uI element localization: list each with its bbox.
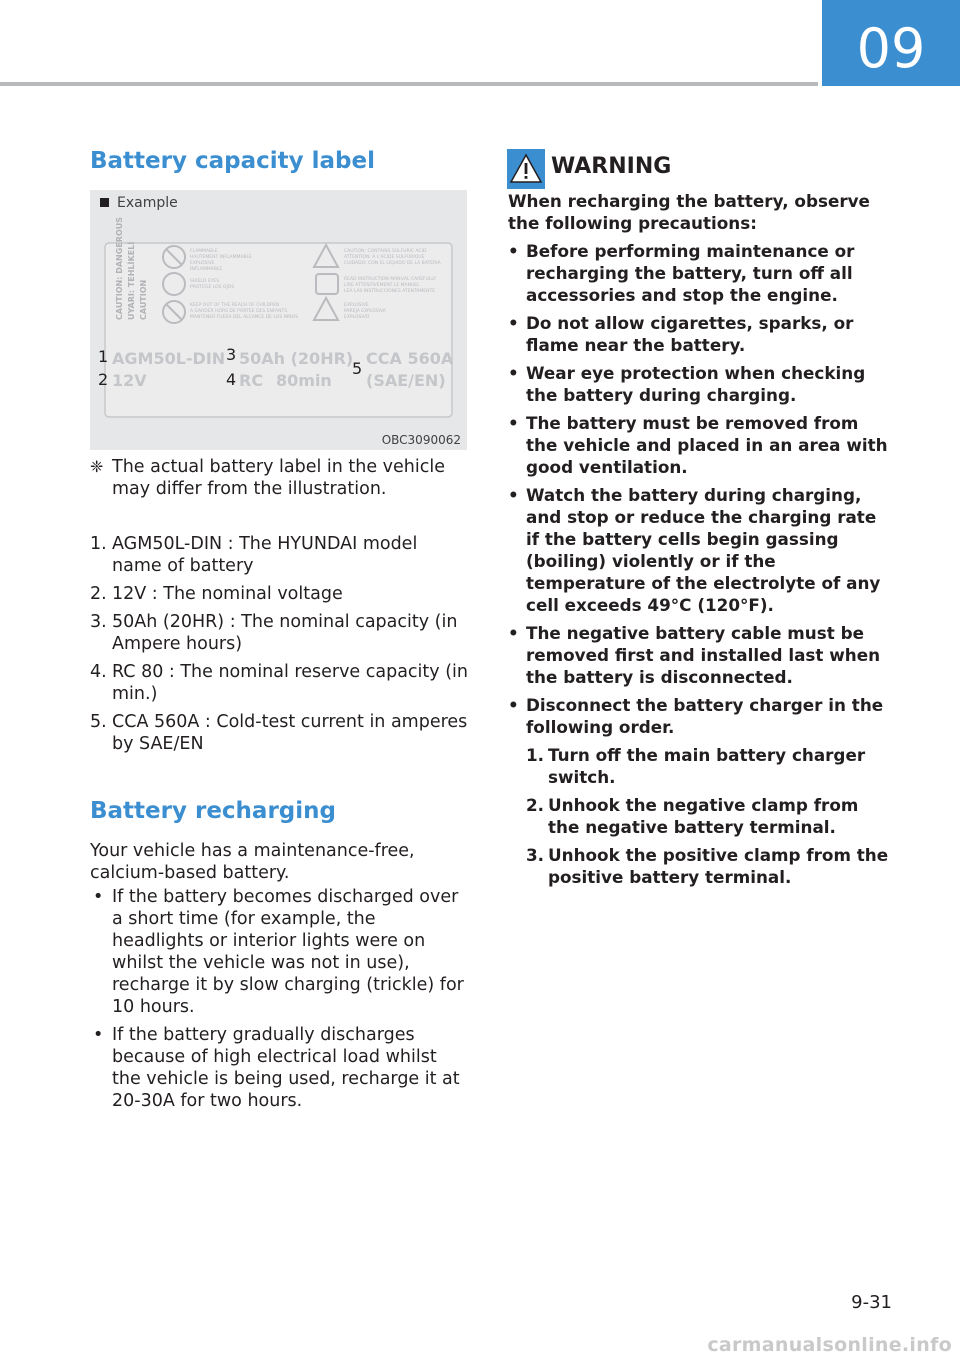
list-item: 1. Turn off the main battery charger switch.	[526, 745, 866, 787]
right-line-5: LIRE ATTENTIVEMENT LE MANUEL	[344, 283, 420, 288]
label-legend-list	[90, 533, 470, 761]
label-cca-line1: CCA 560A	[366, 349, 454, 368]
caution-vertical-2: UYARI: TEHLİKELİ	[127, 241, 136, 320]
figure-code: OBC3090062	[381, 433, 461, 447]
figure-caption	[100, 195, 178, 211]
caution-vertical-3: CAUTION	[139, 279, 148, 320]
label-capacity-text: 50Ah (20HR)	[239, 349, 354, 368]
left-line-8: A GARDER HORS DE PORTEE DES ENFANTS	[190, 309, 288, 314]
list-item: 1. AGM50L-DIN : The HYUNDAI model name of battery	[90, 534, 418, 576]
label-voltage-text: 12V	[112, 371, 147, 390]
right-line-4: READ INSTRUCTION MANUAL CAREFULLY	[344, 277, 437, 282]
marker-4: 4	[226, 370, 237, 389]
right-line-3: CUIDADO: CON EL LIQUIDO DE LA BATERIA	[344, 261, 441, 266]
label-reserve-prefix: RC	[239, 371, 264, 390]
marker-5: 5	[352, 359, 363, 378]
list-item: • Before performing maintenance or recharging the battery, turn off all accessories and stop the engine.	[508, 241, 855, 305]
right-line-8: PAREJA EXPLOSIVA	[344, 309, 386, 314]
right-line-2: ATTENTION: A L'ACIDE SULFURIQUE	[344, 255, 425, 260]
list-item: 2. Unhook the negative clamp from the negative battery terminal.	[526, 795, 859, 837]
left-line-7: KEEP OUT OF THE REACH OF CHILDREN	[190, 303, 280, 308]
left-line-2: HAUTEMENT INFLAMMABLE	[190, 255, 252, 260]
list-item: 4. RC 80 : The nominal reserve capacity (in min.)	[90, 662, 468, 704]
disconnect-order-list	[526, 744, 893, 888]
chapter-tab	[822, 0, 960, 86]
left-line-9: MANTENER FUERA DEL ALCANCE DE LOS NIÑOS	[190, 315, 299, 320]
warning-icon-box	[507, 149, 545, 189]
left-line-1: FLAMMABLE	[190, 249, 218, 254]
section-title-capacity-label: Battery capacity label	[90, 148, 375, 174]
chapter-number: 09	[856, 17, 926, 80]
list-item: • Watch the battery during charging, and stop or reduce the charging rate if the battery cells begin gassing (boiling) violently or if the temperature of the electrolyte of any cell exceeds 49°C (120°F).	[508, 485, 881, 615]
list-item: 3. 50Ah (20HR) : The nominal capacity (in Ampere hours)	[90, 612, 458, 654]
left-line-4: INFLAMMABLE	[190, 267, 223, 272]
warning-title: WARNING	[551, 154, 672, 179]
section-title-recharging: Battery recharging	[90, 798, 336, 824]
label-reserve-value: 80min	[276, 371, 332, 390]
warning-list	[508, 240, 893, 888]
marker-2: 2	[98, 370, 109, 389]
left-line-3: EXPLOSIVE	[190, 261, 215, 266]
right-line-1: CAUTION: CONTAINS SULFURIC ACID	[344, 249, 427, 254]
square-bullet-icon	[100, 198, 109, 207]
list-item: • Wear eye protection when checking the battery during charging.	[508, 363, 866, 405]
marker-1: 1	[98, 347, 109, 366]
caution-vertical-1: CAUTION: DANGEROUS	[115, 216, 124, 320]
page-number: 9-31	[851, 1292, 892, 1313]
list-item: • Disconnect the battery charger in the following order. 1. Turn off the main battery charger switch. 2. Unhook the negative clamp from the negative battery terminal. 3. Unhook the positive clamp from the positive battery terminal.	[508, 694, 893, 888]
list-item: 2. 12V : The nominal voltage	[90, 584, 343, 604]
right-line-6: LEA LAS INSTRUCCIONES ATENTAMENTE	[344, 289, 436, 294]
warning-body	[508, 190, 893, 894]
label-model-text: AGM50L-DIN	[112, 349, 226, 368]
list-item: • The battery must be removed from the vehicle and placed in an area with good ventilation.	[508, 413, 888, 477]
battery-label-figure	[90, 190, 467, 450]
figure-caption-text: Example	[117, 195, 178, 211]
marker-3: 3	[226, 345, 237, 364]
left-line-6: PROTEGE LOS OJOS	[190, 285, 235, 290]
right-line-9: EXPLOSIVO	[344, 315, 370, 320]
list-item: • If the battery gradually discharges because of high electrical load whilst the vehicle is being used, recharge it at 20-30A for two hours.	[93, 1025, 460, 1111]
watermark: carmanualsonline.info	[707, 1334, 952, 1356]
list-item: 3. Unhook the positive clamp from the positive battery terminal.	[526, 845, 889, 887]
list-item: • The negative battery cable must be removed first and installed last when the battery is disconnected.	[508, 623, 881, 687]
right-line-7: EXPLOSIVE	[344, 303, 369, 308]
note-text: The actual battery label in the vehicle may differ from the illustration.	[112, 457, 446, 499]
label-cca-line2: (SAE/EN)	[366, 371, 446, 390]
list-item: • If the battery becomes discharged over a short time (for example, the headlights or interior lights were on whilst the vehicle was not in use), recharge it by slow charging (trickle) for 10 hours.	[93, 887, 464, 1017]
recharging-intro: Your vehicle has a maintenance-free, calcium-based battery.	[90, 841, 415, 883]
note-star-icon: ❈	[90, 457, 104, 476]
warning-intro: When recharging the battery, observe the following precautions:	[508, 191, 870, 233]
illustration-note	[90, 456, 470, 500]
warning-triangle-icon	[507, 149, 545, 189]
left-line-5: SHIELD EYES	[190, 279, 220, 284]
battery-label-illustration	[98, 216, 454, 418]
list-item: 5. CCA 560A : Cold-test current in amperes by SAE/EN	[90, 712, 468, 754]
recharging-bullets	[90, 886, 465, 1118]
header-rule	[0, 82, 818, 86]
label-border	[105, 243, 452, 417]
list-item: • Do not allow cigarettes, sparks, or flame near the battery.	[508, 313, 854, 355]
